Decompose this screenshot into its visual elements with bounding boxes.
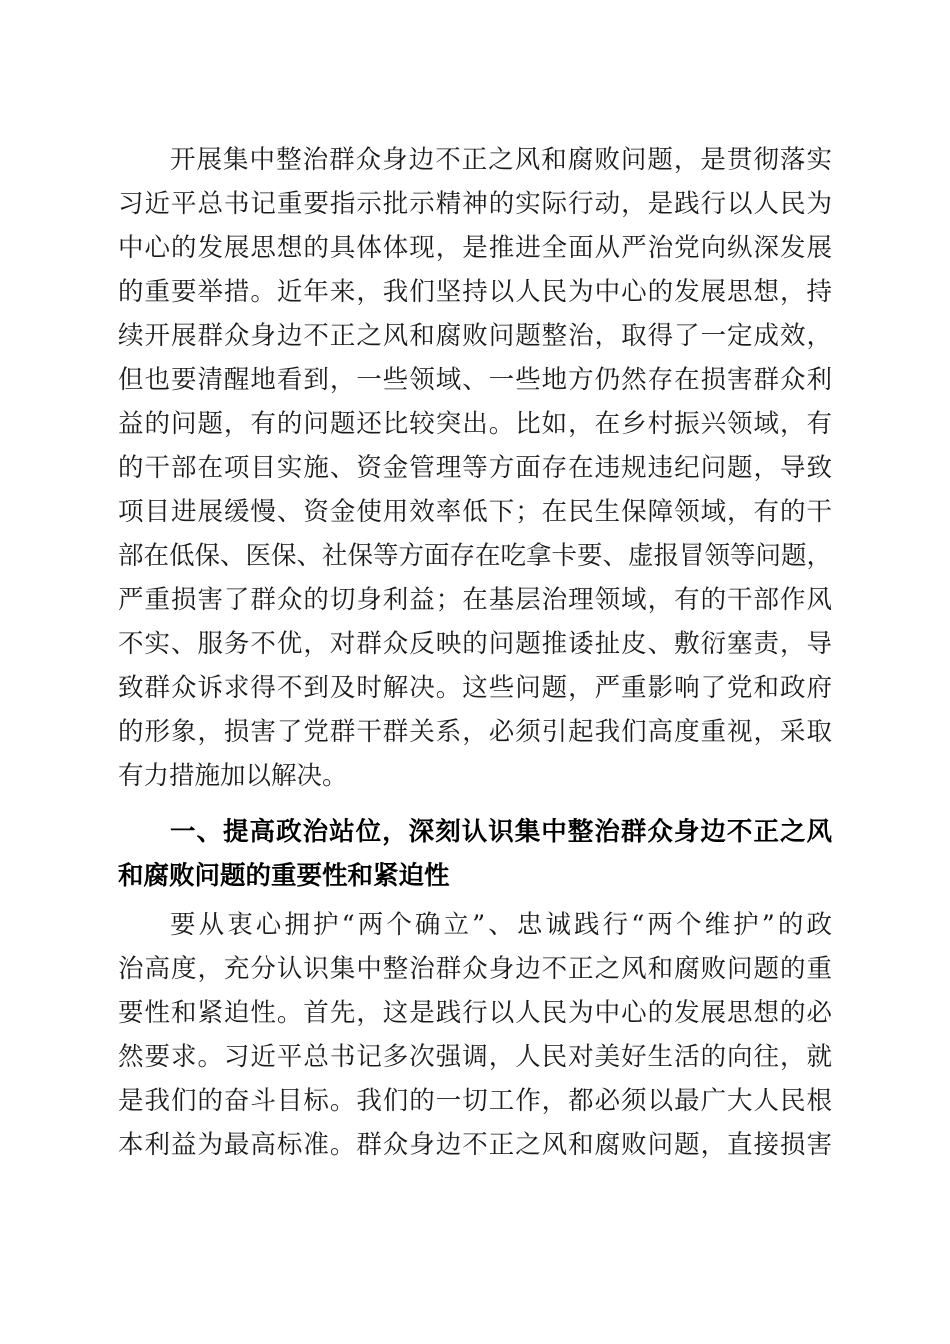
paragraph-line: 部在低保、医保、社保等方面存在吃拿卡要、虚报冒领等问题， [118,541,833,571]
paragraph-line: 习近平总书记重要指示批示精神的实际行动，是践行以人民为 [118,189,832,219]
section-heading-line: 和腐败问题的重要性和紧迫性 [118,861,450,891]
paragraph-line: 的形象，损害了党群干群关系，必须引起我们高度重视，采取 [118,717,832,747]
paragraph-line: 是我们的奋斗目标。我们的一切工作，都必须以最广大人民根 [118,1086,832,1116]
paragraph-line: 但也要清醒地看到，一些领域、一些地方仍然存在损害群众利 [118,365,832,395]
paragraph-line: 项目进展缓慢、资金使用效率低下；在民生保障领域，有的干 [118,497,832,527]
paragraph-line: 的干部在项目实施、资金管理等方面存在违规违纪问题，导致 [118,453,832,483]
paragraph-line: 不实、服务不优，对群众反映的问题推诿扯皮、敷衍塞责，导 [118,629,832,659]
paragraph-line: 益的问题，有的问题还比较突出。比如，在乡村振兴领域，有 [118,409,832,439]
paragraph-line: 严重损害了群众的切身利益；在基层治理领域，有的干部作风 [118,585,832,615]
paragraph-line: 治高度，充分认识集中整治群众身边不正之风和腐败问题的重 [118,954,832,984]
paragraph-line: 本利益为最高标准。群众身边不正之风和腐败问题，直接损害 [118,1130,832,1160]
paragraph-line: 中心的发展思想的具体体现，是推进全面从严治党向纵深发展 [118,233,832,263]
section-heading-line: 一、提高政治站位，深刻认识集中整治群众身边不正之风 [170,817,832,847]
paragraph-line: 的重要举措。近年来，我们坚持以人民为中心的发展思想，持 [118,277,832,307]
paragraph-line: 有力措施加以解决。 [118,761,348,791]
paragraph-line: 开展集中整治群众身边不正之风和腐败问题，是贯彻落实 [170,145,832,175]
paragraph-line: 要从衷心拥护“两个确立”、忠诚践行“两个维护”的政 [170,910,832,940]
paragraph-line: 然要求。习近平总书记多次强调，人民对美好生活的向往，就 [118,1042,832,1072]
paragraph-line: 要性和紧迫性。首先，这是践行以人民为中心的发展思想的必 [118,998,832,1028]
paragraph-line: 续开展群众身边不正之风和腐败问题整治，取得了一定成效， [118,321,832,351]
paragraph-line: 致群众诉求得不到及时解决。这些问题，严重影响了党和政府 [118,673,832,703]
